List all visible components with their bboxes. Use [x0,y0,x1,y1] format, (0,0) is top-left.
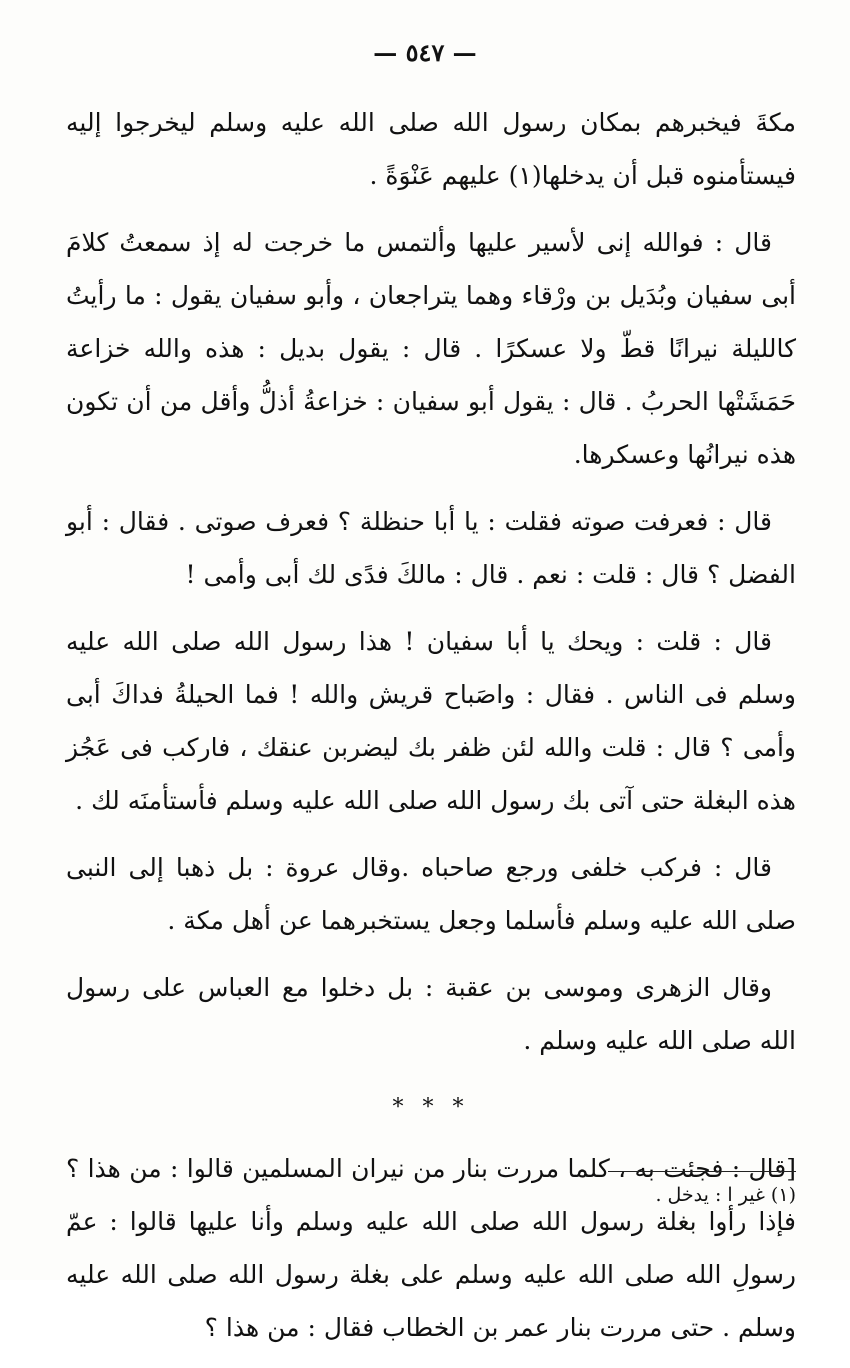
paragraph-1: مكةَ فيخبرهم بمكان رسول الله صلى الله عليه وسلم ليخرجوا إليه فيستأمنوه قبل أن يدخلها(١) عليهم عَنْوَةً . [66,108,796,190]
page-number: — ٥٤٧ — [373,38,477,67]
footnote: (١) غير ا : يدخل . [655,1184,796,1206]
paragraph-7: [قال : فجئت به ، كلما مررت بنار من نيران المسلمين قالوا : من هذا ؟ فإذا رأوا بغلة رسول الله صلى الله عليه وسلم وأنا عليها قالوا : عمّ رسولِ الله صلى الله عليه وسلم على بغلة رسول الله صلى الله عليه وسلم . حتى مررت بنار عمر بن الخطاب فقال : من هذا ؟ [66,1154,796,1342]
paragraph-6: وقال الزهرى وموسى بن عقبة : بل دخلوا مع العباس على رسول الله صلى الله عليه وسلم . [66,973,796,1055]
footnote-divider [608,1171,796,1172]
paragraph-5: قال : فركب خلفى ورجع صاحباه .وقال عروة : بل ذهبا إلى النبى صلى الله عليه وسلم فأسلما وجعل يستخبرهما عن أهل مكة . [66,853,796,935]
main-text [66,96,796,1368]
section-separator: * * * [392,1095,470,1120]
paragraph-3: قال : فعرفت صوته فقلت : يا أبا حنظلة ؟ فعرف صوتى . فقال : أبو الفضل ؟ قال : قلت : نعم . قال : مالكَ فدًى لك أبى وأمى ! [66,507,796,589]
paragraph-4: قال : قلت : ويحك يا أبا سفيان ! هذا رسول الله صلى الله عليه وسلم فى الناس . فقال : واصَباح قريش والله ! فما الحيلةُ فداكَ أبى وأمى ؟ قال : قلت والله لئن ظفر بك ليضربن عنقك ، فاركب فى عَجُز هذه البغلة حتى آتى بك رسول الله صلى الله عليه وسلم فأستأمنَه لك . [66,627,796,815]
paragraph-2: قال : فوالله إنى لأسير عليها وألتمس ما خرجت له إذ سمعتُ كلامَ أبى سفيان وبُدَيل بن ورْقاء وهما يتراجعان ، وأبو سفيان يقول : ما رأيتُ كالليلة نيرانًا قطّ ولا عسكرًا . قال : يقول بديل : هذه والله خزاعة حَمَشَتْها الحربُ . قال : يقول أبو سفيان : خزاعةُ أذلُّ وأقل من أن تكون هذه نيرانُها وعسكرها. [66,228,796,469]
